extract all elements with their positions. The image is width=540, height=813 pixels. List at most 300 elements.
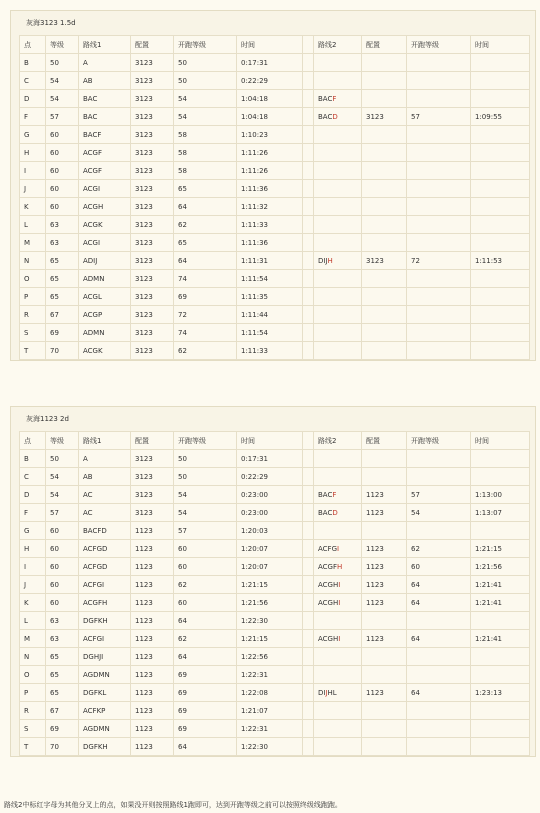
separator-cell xyxy=(303,162,314,180)
table-cell: DGFKH xyxy=(79,612,131,630)
highlighted-branch-letter: I xyxy=(337,544,340,553)
table-cell: P xyxy=(20,288,46,306)
table-cell: 1:11:32 xyxy=(237,198,303,216)
table-cell xyxy=(314,522,362,540)
table-cell: B xyxy=(20,450,46,468)
table-cell: 1123 xyxy=(362,540,407,558)
column-header: 路线2 xyxy=(314,36,362,54)
separator-cell xyxy=(303,720,314,738)
table-cell xyxy=(314,612,362,630)
separator-cell xyxy=(303,594,314,612)
column-header: 路线1 xyxy=(79,432,131,450)
table-cell: 64 xyxy=(407,594,471,612)
table-cell xyxy=(314,306,362,324)
table-row xyxy=(20,252,530,270)
table-cell: 3123 xyxy=(131,180,174,198)
table-cell: 3123 xyxy=(131,126,174,144)
table-cell: 1:22:30 xyxy=(237,612,303,630)
table-cell: 54 xyxy=(46,72,79,90)
table-cell: 63 xyxy=(46,612,79,630)
highlighted-branch-letter: D xyxy=(332,112,338,121)
column-header: 路线2 xyxy=(314,432,362,450)
separator-cell xyxy=(303,738,314,756)
separator-cell xyxy=(303,648,314,666)
table-cell xyxy=(362,288,407,306)
table-cell: 70 xyxy=(46,738,79,756)
table-cell: 0:17:31 xyxy=(237,54,303,72)
table-cell xyxy=(471,468,530,486)
table-cell: ACGI xyxy=(79,180,131,198)
table-cell: 1:20:07 xyxy=(237,540,303,558)
table-cell: 69 xyxy=(174,684,237,702)
separator-cell xyxy=(303,576,314,594)
table-cell: 1:23:13 xyxy=(471,684,530,702)
table-cell: 58 xyxy=(174,126,237,144)
table-cell: 57 xyxy=(407,486,471,504)
table-cell xyxy=(407,270,471,288)
table-cell: 60 xyxy=(407,558,471,576)
table-cell: 1:20:03 xyxy=(237,522,303,540)
table-cell: 50 xyxy=(46,450,79,468)
table-row xyxy=(20,648,530,666)
table-cell: ADMN xyxy=(79,324,131,342)
table-cell xyxy=(407,702,471,720)
table-cell: ACGHI xyxy=(314,630,362,648)
route-table-panel-2 xyxy=(10,406,536,757)
table-cell xyxy=(471,666,530,684)
separator-cell xyxy=(303,90,314,108)
column-header: 时间 xyxy=(237,432,303,450)
table-cell: 1:09:55 xyxy=(471,108,530,126)
table-cell: 3123 xyxy=(362,252,407,270)
table-cell: 1:22:08 xyxy=(237,684,303,702)
table-cell xyxy=(362,216,407,234)
table-header-row xyxy=(20,36,530,54)
table-cell: 1:21:07 xyxy=(237,702,303,720)
table-cell: ACGFH xyxy=(314,558,362,576)
table-cell: 1:22:31 xyxy=(237,720,303,738)
table-cell: M xyxy=(20,234,46,252)
table-cell: 63 xyxy=(46,216,79,234)
separator-cell xyxy=(303,486,314,504)
table-cell: 1:21:41 xyxy=(471,630,530,648)
table-cell xyxy=(471,90,530,108)
table-cell xyxy=(407,342,471,360)
table-cell xyxy=(314,144,362,162)
table-cell: H xyxy=(20,540,46,558)
table-cell: O xyxy=(20,270,46,288)
table-cell: 1:21:56 xyxy=(471,558,530,576)
table-title: 灰海3123 1.5d xyxy=(26,19,76,27)
column-header: 开跑等级 xyxy=(407,432,471,450)
table-cell: 62 xyxy=(174,216,237,234)
table-cell: 60 xyxy=(46,540,79,558)
table-cell: 69 xyxy=(174,702,237,720)
table-cell: 60 xyxy=(46,558,79,576)
table-cell xyxy=(407,90,471,108)
table-cell: 1123 xyxy=(131,684,174,702)
column-header: 时间 xyxy=(237,36,303,54)
table-row xyxy=(20,666,530,684)
table-cell xyxy=(471,234,530,252)
table-row xyxy=(20,576,530,594)
table-cell: 1:22:56 xyxy=(237,648,303,666)
table-cell: 69 xyxy=(46,324,79,342)
table-cell: 1123 xyxy=(362,684,407,702)
separator-cell xyxy=(303,324,314,342)
table-cell: 54 xyxy=(407,504,471,522)
table-cell: ACFGI xyxy=(314,540,362,558)
table-cell: 54 xyxy=(174,108,237,126)
table-cell: T xyxy=(20,342,46,360)
table-row xyxy=(20,108,530,126)
table-cell: 1:11:54 xyxy=(237,324,303,342)
table-row xyxy=(20,234,530,252)
table-cell: 60 xyxy=(46,126,79,144)
table-cell: 1:21:15 xyxy=(237,576,303,594)
table-cell: 3123 xyxy=(131,198,174,216)
table-row xyxy=(20,90,530,108)
table-cell: 65 xyxy=(46,288,79,306)
table-cell: 0:23:00 xyxy=(237,486,303,504)
table-cell xyxy=(471,720,530,738)
table-cell xyxy=(407,522,471,540)
separator-cell xyxy=(303,288,314,306)
route-table xyxy=(19,35,530,360)
table-row xyxy=(20,162,530,180)
table-cell: 1123 xyxy=(131,630,174,648)
table-cell: 67 xyxy=(46,306,79,324)
table-cell: 60 xyxy=(46,594,79,612)
table-cell: 1123 xyxy=(131,648,174,666)
separator-cell xyxy=(303,54,314,72)
separator-cell xyxy=(303,630,314,648)
table-cell: 54 xyxy=(174,90,237,108)
separator-cell xyxy=(303,270,314,288)
table-cell xyxy=(314,450,362,468)
separator-cell xyxy=(303,432,314,450)
table-cell: 65 xyxy=(46,648,79,666)
table-cell: BACF xyxy=(314,90,362,108)
table-cell: 72 xyxy=(174,306,237,324)
table-cell: 1:11:26 xyxy=(237,162,303,180)
table-cell xyxy=(362,612,407,630)
table-cell xyxy=(362,198,407,216)
table-row xyxy=(20,72,530,90)
table-cell xyxy=(314,126,362,144)
highlighted-branch-letter: J xyxy=(325,688,328,697)
table-cell xyxy=(362,342,407,360)
table-cell xyxy=(471,648,530,666)
table-row xyxy=(20,594,530,612)
column-header: 配置 xyxy=(362,36,407,54)
table-cell: BAC xyxy=(79,108,131,126)
table-cell xyxy=(362,180,407,198)
table-cell: N xyxy=(20,252,46,270)
table-cell: 60 xyxy=(46,180,79,198)
table-cell xyxy=(407,162,471,180)
separator-cell xyxy=(303,468,314,486)
table-cell: N xyxy=(20,648,46,666)
table-cell: 65 xyxy=(174,234,237,252)
table-cell: ADIJ xyxy=(79,252,131,270)
table-cell xyxy=(362,702,407,720)
table-cell xyxy=(407,54,471,72)
table-header-row xyxy=(20,432,530,450)
table-cell xyxy=(314,198,362,216)
separator-cell xyxy=(303,72,314,90)
table-cell: 50 xyxy=(174,450,237,468)
table-cell: K xyxy=(20,198,46,216)
table-cell: AB xyxy=(79,468,131,486)
table-row xyxy=(20,270,530,288)
table-cell: DGFKL xyxy=(79,684,131,702)
table-cell xyxy=(314,72,362,90)
table-cell xyxy=(471,342,530,360)
table-cell xyxy=(314,288,362,306)
column-header: 点 xyxy=(20,36,46,54)
table-cell: 58 xyxy=(174,144,237,162)
table-row xyxy=(20,630,530,648)
table-cell: 1:04:18 xyxy=(237,108,303,126)
table-cell: 64 xyxy=(174,252,237,270)
table-title: 灰海1123 2d xyxy=(26,415,69,423)
table-cell xyxy=(362,270,407,288)
table-cell: 1123 xyxy=(131,666,174,684)
table-cell: 1123 xyxy=(131,612,174,630)
table-cell: P xyxy=(20,684,46,702)
table-cell: 62 xyxy=(407,540,471,558)
table-cell: 3123 xyxy=(131,306,174,324)
separator-cell xyxy=(303,306,314,324)
table-cell xyxy=(314,234,362,252)
table-cell: 3123 xyxy=(131,162,174,180)
table-cell: O xyxy=(20,666,46,684)
table-cell: ACGK xyxy=(79,342,131,360)
table-cell: 54 xyxy=(174,504,237,522)
table-row xyxy=(20,468,530,486)
table-cell: 1:13:00 xyxy=(471,486,530,504)
table-cell: 1123 xyxy=(362,486,407,504)
table-cell: 1:04:18 xyxy=(237,90,303,108)
highlighted-branch-letter: I xyxy=(338,598,341,607)
highlighted-branch-letter: F xyxy=(332,94,337,103)
table-cell: 65 xyxy=(46,666,79,684)
table-cell xyxy=(362,522,407,540)
column-header: 开跑等级 xyxy=(407,36,471,54)
table-cell: 1:11:33 xyxy=(237,342,303,360)
table-cell: L xyxy=(20,216,46,234)
separator-cell xyxy=(303,234,314,252)
table-cell xyxy=(407,288,471,306)
table-cell: 54 xyxy=(46,486,79,504)
table-cell xyxy=(362,144,407,162)
table-cell: 69 xyxy=(174,288,237,306)
table-cell xyxy=(314,342,362,360)
table-cell: 62 xyxy=(174,576,237,594)
table-row xyxy=(20,324,530,342)
table-cell: DGFKH xyxy=(79,738,131,756)
table-cell: T xyxy=(20,738,46,756)
table-cell: 58 xyxy=(174,162,237,180)
table-cell: 3123 xyxy=(131,108,174,126)
table-cell xyxy=(314,738,362,756)
table-cell xyxy=(362,666,407,684)
table-cell: I xyxy=(20,558,46,576)
separator-cell xyxy=(303,702,314,720)
table-cell xyxy=(471,162,530,180)
table-cell: ACFKP xyxy=(79,702,131,720)
table-cell: 1123 xyxy=(362,576,407,594)
table-cell: 1123 xyxy=(362,594,407,612)
table-cell xyxy=(471,522,530,540)
table-cell: 1:20:07 xyxy=(237,558,303,576)
table-cell xyxy=(314,720,362,738)
separator-cell xyxy=(303,612,314,630)
table-cell xyxy=(471,738,530,756)
separator-cell xyxy=(303,540,314,558)
table-row xyxy=(20,522,530,540)
table-cell xyxy=(471,324,530,342)
table-cell: 1123 xyxy=(131,738,174,756)
table-cell: 72 xyxy=(407,252,471,270)
table-cell: J xyxy=(20,576,46,594)
table-cell xyxy=(314,180,362,198)
table-cell: 3123 xyxy=(131,144,174,162)
table-cell xyxy=(362,54,407,72)
table-cell: 57 xyxy=(46,108,79,126)
route-table xyxy=(19,431,530,756)
separator-cell xyxy=(303,522,314,540)
table-cell: 1123 xyxy=(131,594,174,612)
table-cell: 1:21:56 xyxy=(237,594,303,612)
table-cell xyxy=(314,270,362,288)
table-cell xyxy=(362,72,407,90)
table-cell: D xyxy=(20,486,46,504)
table-cell: 60 xyxy=(46,522,79,540)
table-cell xyxy=(407,306,471,324)
table-cell: B xyxy=(20,54,46,72)
table-cell: G xyxy=(20,126,46,144)
table-row xyxy=(20,558,530,576)
table-cell: 63 xyxy=(46,234,79,252)
table-cell: H xyxy=(20,144,46,162)
column-header: 等级 xyxy=(46,432,79,450)
table-cell: 1:11:35 xyxy=(237,288,303,306)
table-cell: 3123 xyxy=(131,72,174,90)
table-cell: ACGHI xyxy=(314,594,362,612)
table-cell: D xyxy=(20,90,46,108)
table-cell: 64 xyxy=(174,648,237,666)
table-cell: 50 xyxy=(174,54,237,72)
separator-cell xyxy=(303,342,314,360)
table-cell: I xyxy=(20,162,46,180)
table-cell: A xyxy=(79,54,131,72)
table-cell xyxy=(362,738,407,756)
table-cell: 74 xyxy=(174,324,237,342)
table-cell: 1:21:15 xyxy=(237,630,303,648)
table-cell xyxy=(407,738,471,756)
table-cell: 1:11:54 xyxy=(237,270,303,288)
table-cell: 1:11:44 xyxy=(237,306,303,324)
table-cell: S xyxy=(20,324,46,342)
table-cell: 3123 xyxy=(131,504,174,522)
table-cell: 57 xyxy=(46,504,79,522)
table-cell: 0:22:29 xyxy=(237,72,303,90)
table-cell: ACGF xyxy=(79,144,131,162)
table-cell: 74 xyxy=(174,270,237,288)
table-cell xyxy=(362,648,407,666)
separator-cell xyxy=(303,684,314,702)
separator-cell xyxy=(303,504,314,522)
table-cell: 3123 xyxy=(131,342,174,360)
table-cell: 1123 xyxy=(131,540,174,558)
table-cell: L xyxy=(20,612,46,630)
table-cell xyxy=(362,324,407,342)
table-cell: AC xyxy=(79,486,131,504)
table-cell: R xyxy=(20,306,46,324)
table-cell: S xyxy=(20,720,46,738)
table-cell xyxy=(314,468,362,486)
table-row xyxy=(20,486,530,504)
table-cell xyxy=(362,720,407,738)
table-cell: ACGF xyxy=(79,162,131,180)
table-cell: 1:13:07 xyxy=(471,504,530,522)
table-cell: ACGH xyxy=(79,198,131,216)
table-cell: 69 xyxy=(174,666,237,684)
table-cell: 3123 xyxy=(131,252,174,270)
table-row xyxy=(20,216,530,234)
table-cell: 63 xyxy=(46,630,79,648)
table-row xyxy=(20,540,530,558)
table-cell xyxy=(407,144,471,162)
table-cell xyxy=(362,468,407,486)
table-cell: 1123 xyxy=(131,702,174,720)
table-cell: 54 xyxy=(46,468,79,486)
table-cell: ACGP xyxy=(79,306,131,324)
table-cell: BACF xyxy=(79,126,131,144)
table-cell xyxy=(362,126,407,144)
highlighted-branch-letter: H xyxy=(327,256,333,265)
table-cell: AC xyxy=(79,504,131,522)
column-header: 配置 xyxy=(131,432,174,450)
separator-cell xyxy=(303,558,314,576)
table-cell xyxy=(362,306,407,324)
separator-cell xyxy=(303,666,314,684)
table-cell: DGHJI xyxy=(79,648,131,666)
table-cell xyxy=(471,216,530,234)
table-cell: 1:11:36 xyxy=(237,180,303,198)
table-cell: 1:21:15 xyxy=(471,540,530,558)
table-cell xyxy=(362,234,407,252)
highlighted-branch-letter: I xyxy=(338,580,341,589)
table-cell xyxy=(471,126,530,144)
table-cell xyxy=(471,144,530,162)
table-cell: 3123 xyxy=(131,450,174,468)
table-cell: BACFD xyxy=(79,522,131,540)
table-cell xyxy=(471,270,530,288)
table-cell: 50 xyxy=(46,54,79,72)
table-cell: ACFGI xyxy=(79,630,131,648)
table-cell: 3123 xyxy=(131,234,174,252)
table-cell: 57 xyxy=(407,108,471,126)
table-cell: 60 xyxy=(46,144,79,162)
separator-cell xyxy=(303,180,314,198)
table-cell xyxy=(407,198,471,216)
table-cell: 54 xyxy=(174,486,237,504)
table-cell: ACGI xyxy=(79,234,131,252)
table-row xyxy=(20,342,530,360)
